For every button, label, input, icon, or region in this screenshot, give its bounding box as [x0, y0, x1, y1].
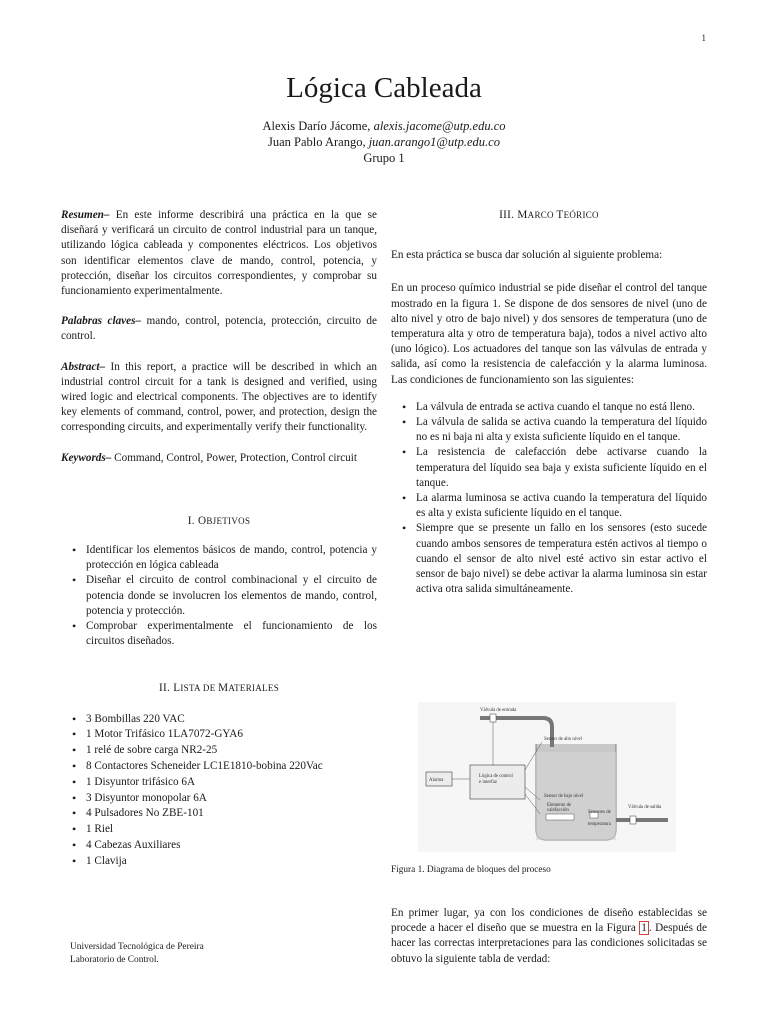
problem-paragraph: En un proceso químico industrial se pide diseñar el control del tanque mostrado en la figura 1. Se dispone de dos sensores de nivel (uno de alto nivel y otro de bajo nivel) y dos sensores de temperatura (uno de temperatura alta y otro de temperatura baja), todos a nivel activo alto (uno lógico). Los actuadores del tanque son las válvulas de entrada y salida, así como la resistencia de calefacción y la alarma luminosa. Las condiciones de funcionamiento son las siguientes: [391, 282, 707, 386]
section-title-rest: BJETIVOS [206, 515, 251, 526]
section-title-rest: ARCO [527, 210, 557, 220]
section-heading-objetivos [61, 514, 377, 529]
footer-line: Universidad Tecnológica de Pereira [70, 942, 204, 952]
figure-caption: Figura 1. Diagrama de bloques del proceso [391, 865, 551, 875]
section-title-initial: T [556, 209, 564, 221]
block-diagram-svg [418, 702, 676, 852]
label-elemento-1: Elemento de [547, 803, 572, 808]
section-title [517, 209, 598, 221]
footer-line: Laboratorio de Control. [70, 954, 159, 965]
section-heading-materiales [61, 681, 377, 696]
section-title [198, 515, 250, 527]
page-number: 1 [701, 33, 706, 43]
list-item: • Siempre que se presente un fallo en los sensores (esto sucede cuando ambos sensores de temperatura estén activos al tiempo o cuando el sensor de alto nivel esté activo sin estar activo el sensor de bajo nivel) se debe activar la alarma luminosa sin estar activa otra salida simultáneamente. [391, 521, 707, 597]
section-title-rest: ATERIALES [228, 683, 280, 694]
right-column [391, 208, 707, 597]
keywords-label: Keywords– [61, 451, 112, 464]
heater-element [546, 814, 574, 820]
final-paragraph-block [391, 906, 707, 967]
author-line [0, 118, 768, 134]
section-title-initial: M [517, 209, 528, 221]
footer-affiliation [70, 941, 204, 966]
keywords-text: Command, Control, Power, Protection, Control circuit [111, 451, 357, 464]
section-title-initial: L [173, 682, 181, 695]
label-logica-1: Lógica de control [479, 774, 513, 779]
palabras-claves-label: Palabras claves– [61, 315, 142, 328]
list-item: • 1 Clavija [61, 854, 377, 870]
list-item: • 8 Contactores Scheneider LC1E1810-bobina 220Vac [61, 759, 377, 775]
figure-block-diagram [418, 702, 676, 852]
list-item: • Identificar los elementos básicos de mando, control, potencia y protección en lógica cableada [61, 543, 377, 573]
conditions-list [391, 400, 707, 598]
list-item: • 1 Riel [61, 822, 377, 838]
outlet-valve [630, 816, 636, 824]
section-number: III. [499, 209, 515, 221]
group-label: Grupo 1 [363, 151, 405, 165]
section-title-initial: O [197, 514, 207, 527]
author-block [0, 118, 768, 166]
list-item: • 3 Bombillas 220 VAC [61, 712, 377, 728]
left-column [61, 208, 377, 870]
abstract-paragraph [61, 360, 377, 436]
intro-paragraph: En esta práctica se busca dar solución al siguiente problema: [391, 249, 663, 262]
resumen-label: Resumen– [61, 209, 110, 221]
palabras-claves-paragraph [61, 314, 377, 344]
section-title-rest: ISTA DE [180, 683, 219, 694]
materiales-list [61, 712, 377, 870]
author-name: Juan Pablo Arango, [268, 135, 369, 149]
label-sensor-alto: Sensor de alto nivel [544, 737, 582, 742]
list-item: • La resistencia de calefacción debe activarse cuando la temperatura del líquido sea baja y exista suficiente líquido en el tanque. [391, 445, 707, 491]
final-paragraph [391, 906, 707, 967]
list-item: • 4 Cabezas Auxiliares [61, 838, 377, 854]
objetivos-list [61, 543, 377, 649]
figure-reference-link[interactable]: 1 [641, 922, 647, 935]
label-logica-2: e interfaz [479, 780, 497, 785]
list-item: • 3 Disyuntor monopolar 6A [61, 791, 377, 807]
section-title [173, 682, 279, 694]
abstract-label: Abstract– [61, 360, 106, 373]
final-text-before: En primer lugar, ya con los condiciones de diseño establecidas se procede a hacer el diseño que se muestra en la Figura [391, 907, 707, 935]
list-item: • La válvula de entrada se activa cuando el tanque no está lleno. [391, 400, 707, 415]
label-valvula-entrada: Válvula de entrada [480, 708, 517, 713]
label-elemento-2: calefacción [547, 808, 569, 813]
list-item: • 1 Motor Trifásico 1LA7072-GYA6 [61, 727, 377, 743]
section-title-rest: EÓRICO [563, 210, 599, 220]
resumen-paragraph [61, 208, 377, 299]
list-item: • 1 Disyuntor trifásico 6A [61, 775, 377, 791]
section-title-initial: M [218, 682, 229, 695]
list-item: • 4 Pulsadores No ZBE-101 [61, 806, 377, 822]
list-item: • Comprobar experimentalmente el funcionamiento de los circuitos diseñados. [61, 619, 377, 649]
final-text-after: . Después de hacer las correctas interpretaciones para las condiciones solicitadas se obtuvo la siguiente tabla de verdad: [391, 922, 707, 965]
resumen-text: En este informe describirá una práctica en la que se diseñará y verificará un circuito de control industrial para un tanque, utilizando lógica cableada y componentes eléctricos. Los objetivos son identificar elementos clave de mando, control, potencia, y protección, diseñar los circuitos correspondientes, y comprobar su funcionamiento experimentalmente. [61, 209, 377, 298]
author-email[interactable]: alexis.jacome@utp.edu.co [373, 119, 506, 133]
author-name: Alexis Darío Jácome, [262, 119, 374, 133]
keywords-paragraph [61, 451, 377, 466]
section-number: I. [187, 514, 195, 527]
list-item: • La válvula de salida se activa cuando la temperatura del líquido no es ni baja ni alta y exista suficiente líquido en el tanque. [391, 415, 707, 445]
section-number: II. [158, 682, 171, 695]
label-alarma: Alarma [429, 778, 444, 783]
inlet-valve [490, 714, 496, 722]
author-email[interactable]: juan.arango1@utp.edu.co [368, 135, 500, 149]
section-heading-marco-teorico [391, 208, 707, 223]
paper-title: Lógica Cableada [286, 72, 482, 104]
author-line [0, 134, 768, 150]
abstract-text: In this report, a practice will be described in which an industrial control circuit for a tank is designed and verified, using wired logic and electrical components. The objectives are to identify key elements of command, control, power, and protection, design the corresponding circuits, and experimentally verify their functionality. [61, 360, 377, 434]
label-sensor-bajo: Sensor de bajo nivel [544, 794, 584, 799]
list-item: • Diseñar el circuito de control combinacional y el circuito de potencia donde se involucren los elementos de mando, control, potencia y protección. [61, 573, 377, 619]
list-item: • La alarma luminosa se activa cuando la temperatura del líquido es alta y exista suficiente líquido en el tanque. [391, 491, 707, 521]
label-sensores-2: temperatura [588, 822, 611, 827]
list-item: • 1 relé de sobre carga NR2-25 [61, 743, 377, 759]
label-sensores-1: Sensores de [588, 810, 611, 815]
palabras-claves-text: mando, control, potencia, protección, circuito de control. [61, 315, 377, 343]
label-valvula-salida: Válvula de salida [628, 805, 662, 810]
